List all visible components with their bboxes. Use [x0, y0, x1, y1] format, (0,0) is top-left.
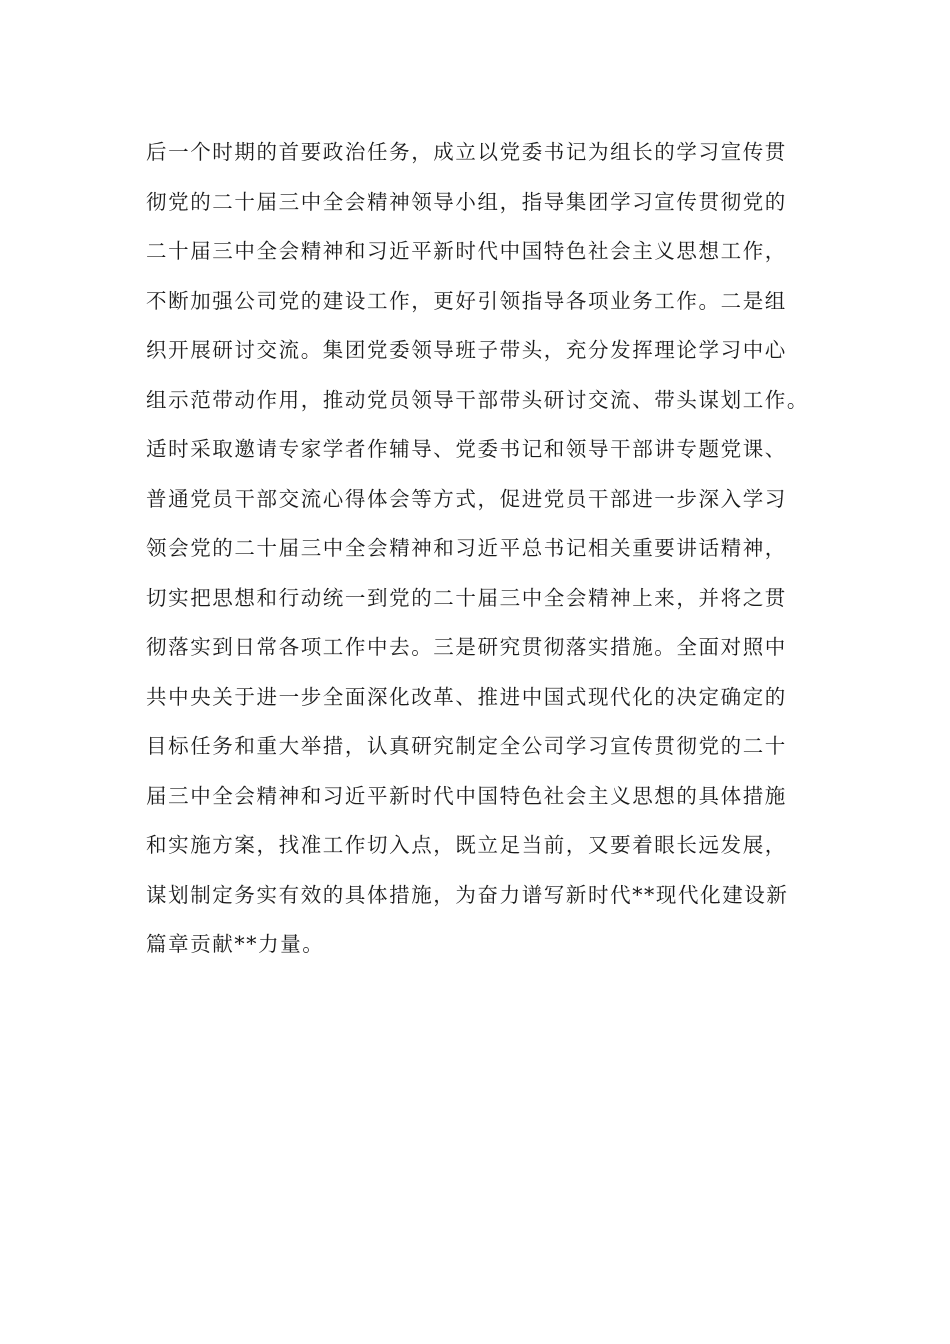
paragraph-line: 普通党员干部交流心得体会等方式，促进党员干部进一步深入学习 [146, 486, 787, 511]
paragraph-line: 谋划制定务实有效的具体措施，为奋力谱写新时代**现代化建设新 [146, 882, 789, 907]
paragraph-line: 共中央关于进一步全面深化改革、推进中国式现代化的决定确定的 [146, 684, 787, 709]
paragraph-line: 届三中全会精神和习近平新时代中国特色社会主义思想的具体措施 [146, 783, 787, 808]
paragraph-line: 不断加强公司党的建设工作，更好引领指导各项业务工作。二是组 [146, 288, 787, 313]
paragraph-line: 领会党的二十届三中全会精神和习近平总书记相关重要讲话精神， [146, 536, 787, 560]
paragraph-line: 适时采取邀请专家学者作辅导、党委书记和领导干部讲专题党课、 [146, 437, 787, 461]
paragraph-line: 和实施方案，找准工作切入点，既立足当前，又要着眼长远发展， [146, 833, 787, 857]
body-paragraph [146, 132, 846, 974]
paragraph-line: 切实把思想和行动统一到党的二十届三中全会精神上来，并将之贯 [146, 585, 787, 610]
paragraph-line: 篇章贡献**力量。 [146, 932, 325, 956]
paragraph-line: 目标任务和重大举措，认真研究制定全公司学习宣传贯彻党的二十 [146, 734, 787, 758]
paragraph-line: 彻党的二十届三中全会精神领导小组，指导集团学习宣传贯彻党的 [146, 189, 787, 214]
paragraph-line: 后一个时期的首要政治任务，成立以党委书记为组长的学习宣传贯 [146, 140, 787, 164]
paragraph-line: 织开展研讨交流。集团党委领导班子带头，充分发挥理论学习中心 [146, 338, 787, 362]
paragraph-line: 彻落实到日常各项工作中去。三是研究贯彻落实措施。全面对照中 [146, 635, 787, 659]
paragraph-line: 二十届三中全会精神和习近平新时代中国特色社会主义思想工作， [146, 239, 787, 263]
paragraph-line: 组示范带动作用，推动党员领导干部带头研讨交流、带头谋划工作。 [146, 387, 809, 412]
